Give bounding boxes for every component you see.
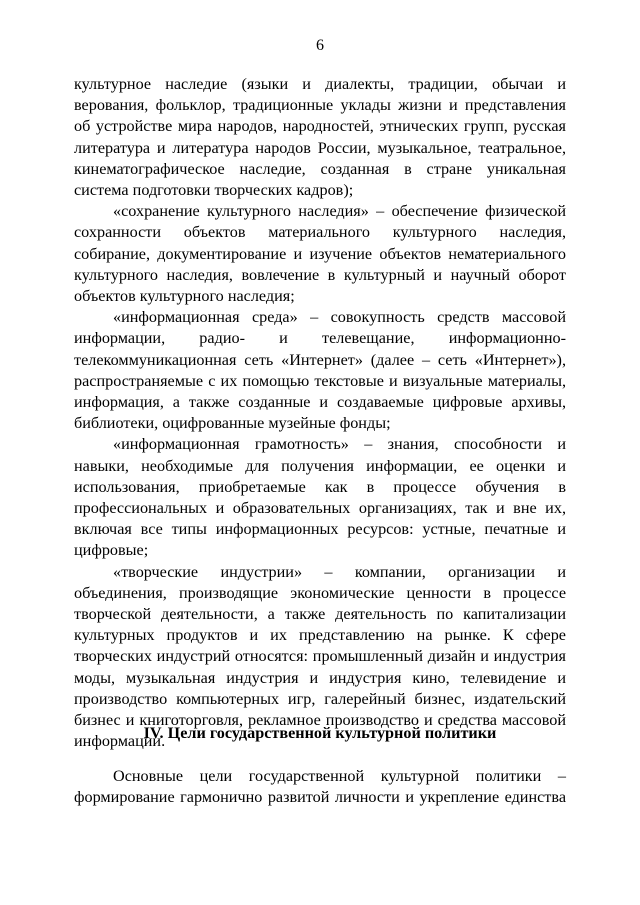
paragraph-main-goals: Основные цели государственной культурной политики – формирование гармонично развитой личности и укрепление единства: [74, 767, 566, 807]
body-text: [74, 74, 566, 753]
paragraph-information-environment: «информационная среда» – совокупность средств массовой информации, радио- и телевещание, информационно-телекоммуникационная сеть «Интернет» (далее – сеть «Интернет»), распространяемые с их помощью текстовые и визуальные материалы, информация, а также созданные и создаваемые цифровые архивы, библиотеки, оцифрованные музейные фонды;: [74, 308, 566, 433]
paragraph-heritage-preservation: «сохранение культурного наследия» – обеспечение физической сохранности объектов материального культурного наследия, собирание, документирование и изучение объектов нематериального культурного наследия, вовлечение в культурный и научный оборот объектов культурного наследия;: [74, 202, 566, 306]
paragraph-creative-industries: «творческие индустрии» – компании, организации и объединения, производящие экономические ценности в процессе творческой деятельности, а также деятельность по капитализации культурных продуктов и их представлению на рынке. К сфере творческих индустрий относятся: промышленный дизайн и индустрия моды, музыкальная индустрия и индустрия кино, телевидение и производство компьютерных игр, галерейный бизнес, издательский бизнес и книготорговля, рекламное производство и средства массовой информации.: [74, 562, 566, 751]
paragraph-cultural-heritage-continued: культурное наследие (языки и диалекты, традиции, обычаи и верования, фольклор, традиционные уклады жизни и представления об устройстве мира народов, народностей, этнических групп, русская литература и литература народов России, музыкальное, театральное, кинематографическое наследие, созданная в стране уникальная система подготовки творческих кадров);: [74, 75, 566, 200]
page-number: 6: [316, 37, 324, 54]
paragraph-information-literacy: «информационная грамотность» – знания, способности и навыки, необходимые для получения информации, ее оценки и использования, приобретаемые как в процессе обучения в профессиональных и образовательных организациях, так и вне их, включая все типы информационных ресурсов: устные, печатные и цифровые;: [74, 435, 566, 560]
section-body: [74, 766, 566, 808]
section-heading: IV. Цели государственной культурной политики: [143, 724, 497, 742]
